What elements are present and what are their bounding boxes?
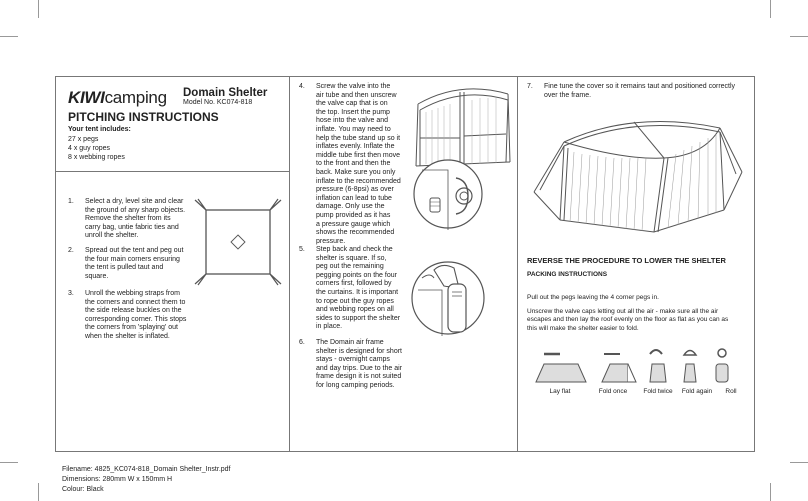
step-line: pressure (6-8psi) as over xyxy=(316,186,394,194)
step-line: the corners from 'splaying' out xyxy=(85,324,178,332)
step-line: when the shelter is inflated. xyxy=(85,332,170,340)
product-title: Domain Shelter xyxy=(183,87,268,99)
includes-item: 4 x guy ropes xyxy=(68,145,111,152)
packing-heading: PACKING INSTRUCTIONS xyxy=(527,271,608,278)
step-line: the tent is pulled taut and xyxy=(85,264,164,272)
pump-closeup xyxy=(408,254,488,342)
fold-label: Fold again xyxy=(681,388,713,395)
step-line: square. xyxy=(85,272,109,280)
step-line: shows the recommended xyxy=(316,229,395,237)
packing-para-1: Pull out the pegs leaving the 4 corner pegs in. xyxy=(527,294,659,301)
step-line: the valve cap that is on xyxy=(316,100,388,108)
step-line: air tube and then unscrew xyxy=(316,91,397,99)
step-number: 5. xyxy=(299,246,305,253)
step-line: inflation can lead to tube xyxy=(316,194,392,202)
step-line: hose into the valve and xyxy=(316,117,388,125)
step-line: sides to support the shelter xyxy=(316,314,401,322)
step-line: Select a dry, level site and clear xyxy=(85,198,184,205)
step-line: a pressure gauge which xyxy=(316,220,391,228)
packing-line: this will make the shelter easier to fold. xyxy=(527,324,639,332)
crop-mark xyxy=(770,0,771,18)
packing-line: Unscrew the valve caps letting out all the air - make sure all the air xyxy=(527,308,719,315)
step-line: the side release buckles on the xyxy=(85,307,182,315)
step-line: back. Make sure you only xyxy=(316,168,396,176)
model-number: Model No. KC074-818 xyxy=(183,99,253,106)
step-line: Spread out the tent and peg out xyxy=(85,247,184,254)
step-line: the curtains. It is important xyxy=(316,288,399,296)
step-line: inflate to the recommended xyxy=(316,177,401,185)
step-line: to the front and then the xyxy=(316,160,391,168)
step-line: pressure. xyxy=(316,237,346,245)
step-line: in place. xyxy=(316,323,343,331)
crop-mark xyxy=(0,36,18,37)
tent-finetune-illustration xyxy=(524,100,750,240)
column-divider xyxy=(289,76,290,452)
logo-bold-text: KIWI xyxy=(68,88,105,107)
step-number: 2. xyxy=(68,247,74,254)
crop-mark xyxy=(38,483,39,501)
step-line: middle tube first then move xyxy=(316,151,401,159)
step-line: shelter is square. If so, xyxy=(316,254,387,262)
step-line: the ground of any sharp objects. xyxy=(85,206,186,214)
packing-para-2 xyxy=(527,308,751,333)
step-line: inflate. You may need to xyxy=(316,125,391,133)
step-line: stays - overnight camps xyxy=(316,356,390,364)
step-line: Unroll the webbing straps from xyxy=(85,290,180,297)
step-line: The Domain air frame xyxy=(316,339,384,346)
step-line: over the frame. xyxy=(544,91,592,99)
column-divider xyxy=(517,76,518,452)
footer-dimensions: Dimensions: 280mm W x 150mm H xyxy=(62,476,173,483)
step-line: for long camping periods. xyxy=(316,381,395,389)
crop-mark xyxy=(790,462,808,463)
includes-heading: Your tent includes: xyxy=(68,126,131,133)
step-line: the top. Insert the pump xyxy=(316,108,390,116)
step-line: the corners and connect them to xyxy=(85,298,186,306)
step-line: and day trips. Due to the air xyxy=(316,364,402,372)
header-divider xyxy=(55,171,289,172)
step-line: shelter is designed for short xyxy=(316,347,402,355)
includes-item: 8 x webbing ropes xyxy=(68,154,125,161)
tent-footprint-diagram xyxy=(192,196,284,288)
step-line: damage. Only use the xyxy=(316,203,385,211)
crop-mark xyxy=(0,462,18,463)
includes-item: 27 x pegs xyxy=(68,136,99,143)
step-line: Fine tune the cover so it remains taut and positioned correctly xyxy=(544,83,736,90)
lower-heading: REVERSE THE PROCEDURE TO LOWER THE SHELTER xyxy=(527,256,726,265)
step-line: Screw the valve into the xyxy=(316,83,391,90)
step-number: 3. xyxy=(68,290,74,297)
kiwi-camping-logo xyxy=(68,88,167,108)
step-line: inflates evenly. Inflate the xyxy=(316,143,395,151)
footer-colour: Colour: Black xyxy=(62,486,104,493)
fold-label: Fold once xyxy=(598,388,628,395)
step-line: corresponding corner. This stops xyxy=(85,315,187,323)
step-number: 1. xyxy=(68,198,74,205)
crop-mark xyxy=(790,36,808,37)
crop-mark xyxy=(38,0,39,18)
fold-label: Fold twice xyxy=(643,388,673,395)
footer-filename: Filename: 4825_KC074-818_Domain Shelter_Instr.pdf xyxy=(62,466,231,473)
step-line: corners first, followed by xyxy=(316,280,392,288)
packing-line: escapes and then lay the roof evenly on the floor as flat as you can as xyxy=(527,316,729,324)
step-line: unroll the shelter. xyxy=(85,232,139,240)
step-number: 7. xyxy=(527,83,533,90)
crop-mark xyxy=(770,483,771,501)
step-line: frame design it is not suited xyxy=(316,373,402,381)
pitching-heading: PITCHING INSTRUCTIONS xyxy=(68,110,219,124)
step-line: help the tube stand up so it xyxy=(316,134,401,142)
step-number: 6. xyxy=(299,339,305,346)
step-line: to rope out the guy ropes xyxy=(316,297,394,305)
fold-sequence-diagram xyxy=(524,346,750,386)
step-line: the four main corners ensuring xyxy=(85,255,180,263)
step-line: Step back and check the xyxy=(316,246,393,253)
fold-label: Roll xyxy=(725,388,737,395)
step-line: pegging points on the four xyxy=(316,271,397,279)
logo-light-text: camping xyxy=(104,88,167,107)
fold-label: Lay flat xyxy=(549,388,571,395)
step-line: carry bag, untie fabric ties and xyxy=(85,223,179,231)
step-line: Remove the shelter from its xyxy=(85,215,171,223)
step-line: pump provided as it has xyxy=(316,211,391,219)
step-line: and webbing ropes on all xyxy=(316,306,394,314)
step-line: peg out the remaining xyxy=(316,263,384,271)
step-number: 4. xyxy=(299,83,305,90)
valve-closeup xyxy=(408,150,488,242)
